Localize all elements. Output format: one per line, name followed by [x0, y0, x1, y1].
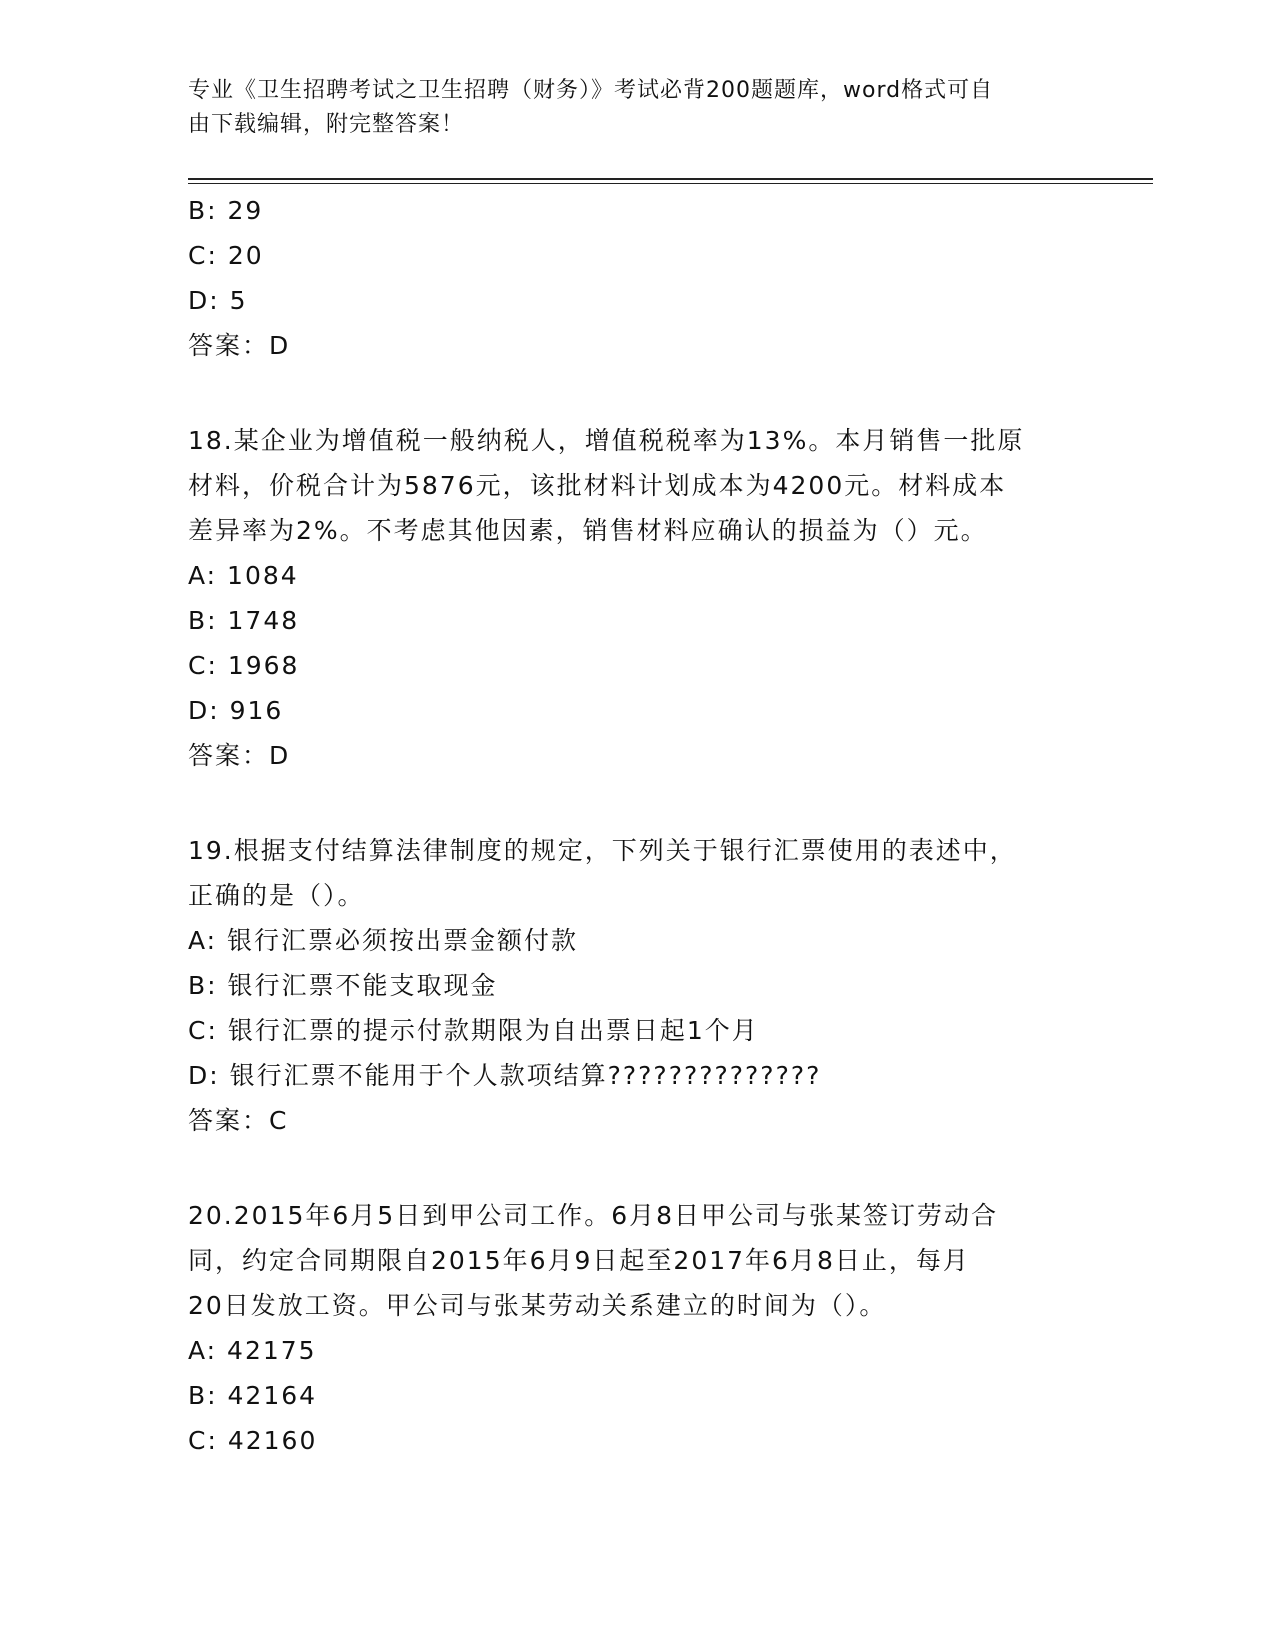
- question-text-line: 材料，价税合计为5876元，该批材料计划成本为4200元。材料成本: [188, 471, 1007, 500]
- header-line-2: 由下载编辑，附完整答案！: [188, 112, 465, 137]
- question-text-line: 20.2015年6月5日到甲公司工作。6月8日甲公司与张某签订劳动合: [188, 1201, 999, 1230]
- document-body: [188, 188, 1088, 1463]
- option-b: B: 1748: [188, 606, 300, 635]
- option-d: D: 5: [188, 286, 248, 315]
- answer-line: 答案：D: [188, 741, 291, 770]
- question-text-line: 19.根据支付结算法律制度的规定，下列关于银行汇票使用的表述中，: [188, 836, 1017, 865]
- document-header: [188, 74, 1068, 142]
- option-c: C: 银行汇票的提示付款期限为自出票日起1个月: [188, 1016, 759, 1045]
- option-a: A: 银行汇票必须按出票金额付款: [188, 926, 579, 955]
- option-d: D: 916: [188, 696, 284, 725]
- question-text-line: 同，约定合同期限自2015年6月9日起至2017年6月8日止，每月: [188, 1246, 970, 1275]
- option-b: B: 银行汇票不能支取现金: [188, 971, 498, 1000]
- header-line-1: 专业《卫生招聘考试之卫生招聘（财务）》考试必背200题题库，word格式可自: [188, 78, 994, 103]
- question-text-line: 20日发放工资。甲公司与张某劳动关系建立的时间为（）。: [188, 1291, 887, 1320]
- answer-line: 答案：D: [188, 331, 291, 360]
- option-c: C: 1968: [188, 651, 300, 680]
- question-20: [188, 1193, 1088, 1463]
- header-divider-thick: [188, 178, 1153, 180]
- question-17: [188, 188, 1088, 368]
- option-a: A: 42175: [188, 1336, 317, 1365]
- spacer: [188, 368, 1088, 418]
- answer-line: 答案：C: [188, 1106, 289, 1135]
- spacer: [188, 778, 1088, 828]
- question-text-line: 差异率为2%。不考虑其他因素，销售材料应确认的损益为（）元。: [188, 516, 988, 545]
- option-c: C: 42160: [188, 1426, 318, 1455]
- option-c: C: 20: [188, 241, 264, 270]
- spacer: [188, 1143, 1088, 1193]
- header-divider-thin: [188, 183, 1153, 184]
- option-b: B: 29: [188, 196, 264, 225]
- question-text-line: 正确的是（）。: [188, 881, 365, 910]
- question-18: [188, 418, 1088, 778]
- question-19: [188, 828, 1088, 1143]
- question-text-line: 18.某企业为增值税一般纳税人，增值税税率为13%。本月销售一批原: [188, 426, 1025, 455]
- option-a: A: 1084: [188, 561, 299, 590]
- option-d: D: 银行汇票不能用于个人款项结算??????????????: [188, 1061, 822, 1090]
- option-b: B: 42164: [188, 1381, 318, 1410]
